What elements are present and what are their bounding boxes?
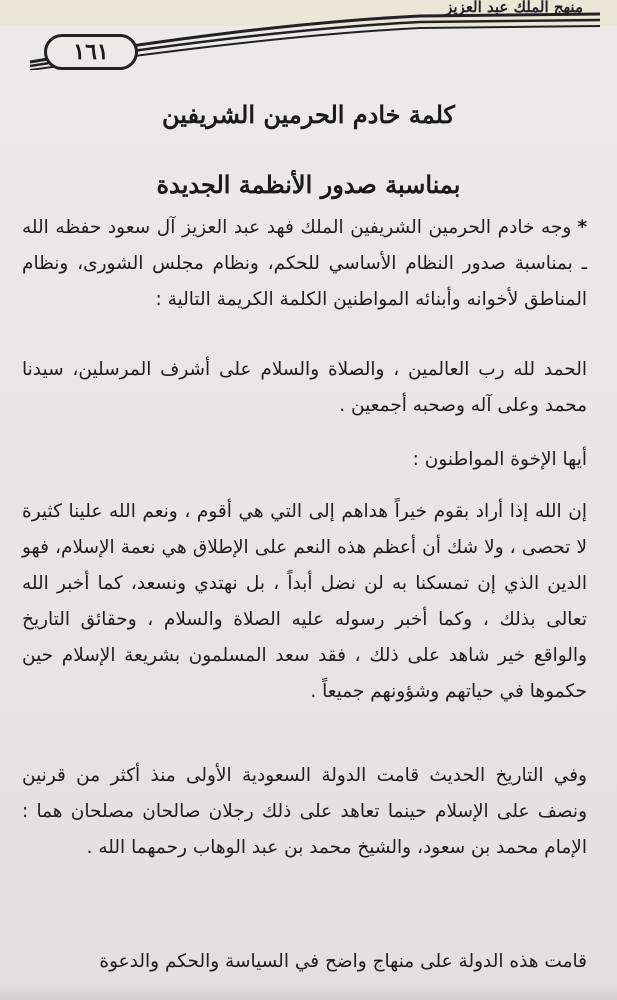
address-line: أيها الإخوة المواطنون : <box>412 449 587 470</box>
paragraph-history: وفي التاريخ الحديث قامت الدولة السعودية الأولى منذ أكثر من قرنين ونصف على الإسلام حينما تعاهد على ذلك رجلان صالحان مصلحان هما : الإمام محمد بن سعود، والشيخ محمد بن عبد الوهاب رحمهما الله . <box>22 765 587 858</box>
title-line-2: بمناسبة صدور الأنظمة الجديدة <box>156 170 461 199</box>
intro-paragraph <box>22 210 587 354</box>
running-title: منهج الملك عبد العزيز <box>445 0 583 16</box>
page-bottom-shadow <box>0 986 617 1000</box>
title-line-1: كلمة خادم الحرمين الشريفين <box>162 100 455 129</box>
intro-text: وجه خادم الحرمين الشريفين الملك فهد عبد العزيز آل سعود حفظه الله ـ بمناسبة صدور النظام الأساسي للحكم، ونظام مجلس الشورى، ونظام المناطق لأخوانه وأبنائه المواطنين الكلمة الكريمة التالية : <box>22 217 587 310</box>
praise-paragraph: الحمد لله رب العالمين ، والصلاة والسلام على أشرف المرسلين، سيدنا محمد وعلى آله وصحبه أجمعين . <box>22 359 587 416</box>
paragraph-islam: إن الله إذا أراد بقوم خيراً هداهم إلى التي هي أقوم ، ونعم الله علينا كثيرة لا تحصى ، ولا شك أن أعظم هذه النعم على الإطلاق هي نعمة الإسلام، فهو الدين الذي إن تمسكنا به لن نضل أبداً ، بل نهتدي ونسعد، كما أخبر الله تعالى بذلك ، وكما أخبر رسوله عليه الصلاة والسلام ، وحقائق التاريخ والواقع خير شاهد على ذلك ، فقد سعد المسلمون بشريعة الإسلام حين حكموها في حياتهم وشؤونهم جميعاً . <box>22 501 587 702</box>
page-number: ١٦١ <box>44 34 138 70</box>
paragraph-state: قامت هذه الدولة على منهاج واضح في السياسة والحكم والدعوة <box>99 951 587 972</box>
bullet-marker: * <box>577 217 587 238</box>
